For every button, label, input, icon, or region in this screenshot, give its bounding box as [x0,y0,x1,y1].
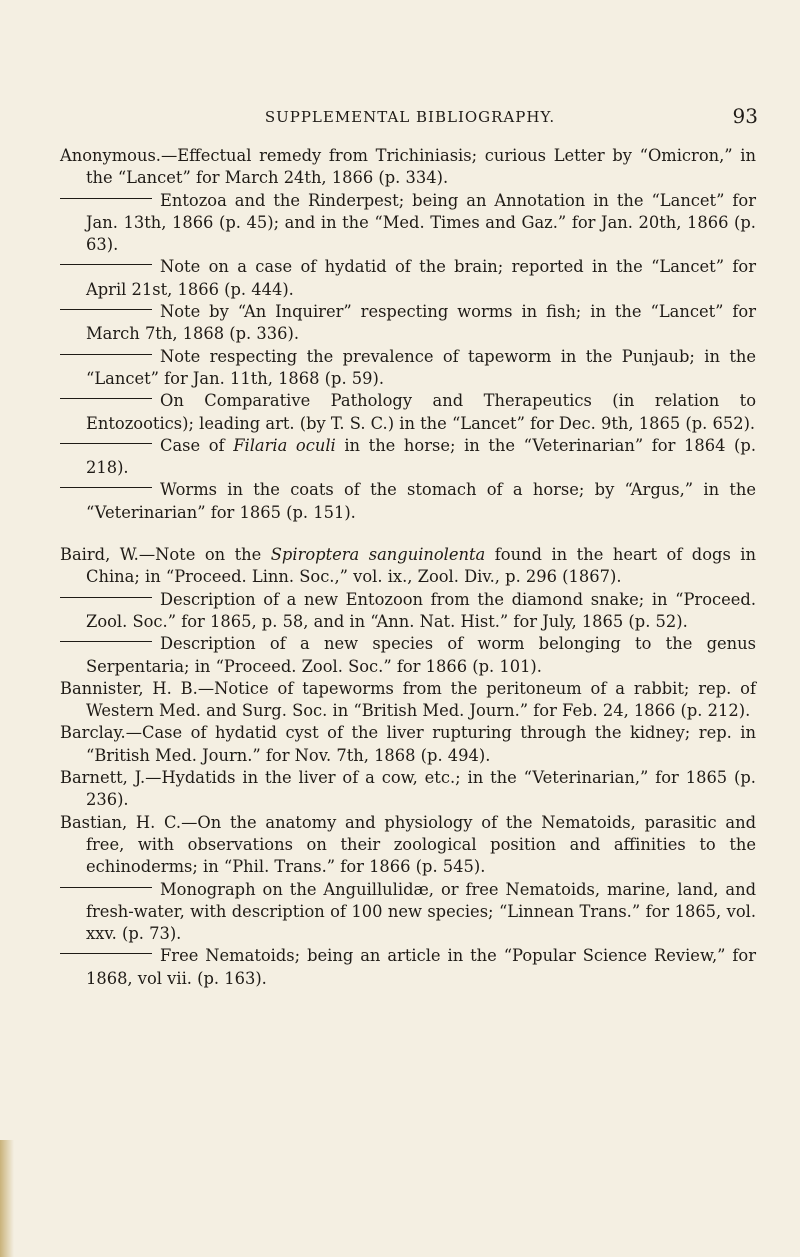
ditto-rule [60,887,152,888]
entry-author: Barnett, J. [60,768,146,788]
ditto-rule [60,198,152,199]
entry-text: Free Nematoids; being an article in the “Popular Science Review,” for 1868, vol vii. (p. 163). [86,946,756,988]
entry-author: Bannister, H. B. [60,678,198,698]
entry-comparative-pathology [60,390,756,435]
entry-hydatid-brain [60,256,756,301]
entry-tapeworm-punjaub [60,346,756,391]
entry-text-pre: —Note on the [138,545,271,565]
entry-anonymous-trichiniasis [60,145,756,190]
entry-worms-in-fish [60,301,756,346]
entry-bannister [60,678,756,723]
entry-text: Description of a new Entozoon from the diamond snake; in “Proceed. Zool. Soc.” for 1865, p. 58, and in “Ann. Nat. Hist.” for July, 1865 (p. 52). [86,589,756,631]
entry-text-pre: Case of [160,435,234,455]
entry-text: Worms in the coats of the stomach of a horse; by “Argus,” in the “Veterinarian” for 1865 (p. 151). [86,480,756,522]
entry-author: Barclay. [60,723,126,743]
entry-bastian-anguillulidae [60,879,756,946]
entry-baird-serpentaria [60,633,756,678]
ditto-rule [60,398,152,399]
entry-species-name: Spiroptera sanguinolenta [270,545,486,565]
entry-text: On Comparative Pathology and Therapeutics (in relation to Entozootics); leading art. (by T. S. C.) in the “Lancet” for Dec. 9th, 1865 (p. 652). [86,391,756,433]
entry-text: Monograph on the Anguillulidæ, or free Nematoids, marine, land, and fresh-water, with description of 100 new species; “Linnean Trans.” for 1865, vol. xxv. (p. 73). [86,879,756,944]
entry-bastian-nematoids [60,812,756,879]
entry-text: Description of a new species of worm belonging to the genus Serpentaria; in “Proceed. Zool. Soc.” for 1866 (p. 101). [86,634,756,676]
bibliography-list [60,145,756,990]
entry-barclay [60,722,756,767]
entry-text: Entozoa and the Rinderpest; being an Annotation in the “Lancet” for Jan. 13th, 1866 (p. 45); and in the “Med. Times and Gaz.” for Jan. 20th, 1866 (p. 63). [86,190,756,255]
ditto-rule [60,953,152,954]
entry-worms-horse-stomach [60,479,756,524]
ditto-rule [60,443,152,444]
entry-text: Note on a case of hydatid of the brain; reported in the “Lancet” for April 21st, 1866 (p. 444). [86,257,756,299]
entry-author: Bastian, H. C. [60,812,182,832]
entry-barnett [60,767,756,812]
entry-baird-diamond-snake [60,589,756,634]
entry-author: Anonymous. [60,146,161,165]
entry-text: —Notice of tapeworms from the peritoneum of a rabbit; rep. of Western Med. and Surg. Soc. in “British Med. Journ.” for Feb. 24, 1866 (p. 212). [86,678,756,721]
entry-author: Baird, W. [60,545,139,565]
entry-text: Note respecting the prevalence of tapeworm in the Punjaub; in the “Lancet” for Jan. 11th, 1868 (p. 59). [86,346,756,388]
page-number: 93 [732,104,758,128]
entry-bastian-free-nematoids [60,945,756,990]
entry-text-post: found in the heart of dogs in China; in “Proceed. Linn. Soc.,” vol. ix., Zool. Div., p. 296 (1867). [86,545,756,587]
ditto-rule [60,264,152,265]
entry-text: Note by “An Inquirer” respecting worms in fish; in the “Lancet” for March 7th, 1868 (p. 336). [86,302,756,344]
entry-text: —Effectual remedy from Trichiniasis; curious Letter by “Omicron,” in the “Lancet” for March 24th, 1866 (p. 334). [86,146,756,188]
entry-baird-spiroptera [60,544,756,589]
ditto-rule [60,354,152,355]
entry-entozoa-rinderpest [60,190,756,257]
ditto-rule [60,487,152,488]
entry-text: —Case of hydatid cyst of the liver rupturing through the kidney; rep. in “British Med. Journ.” for Nov. 7th, 1868 (p. 494). [86,723,756,765]
page-header [60,104,760,132]
page-edge-stain [0,1140,14,1257]
running-head: SUPPLEMENTAL BIBLIOGRAPHY. [264,108,556,126]
entry-text-post: in the horse; in the “Veterinarian” for 1864 (p. 218). [86,435,756,478]
entry-species-name: Filaria oculi [233,435,336,455]
entry-text: —On the anatomy and physiology of the Nematoids, parasitic and free, with observations on their zoological position and affinities to the echinoderms; in “Phil. Trans.” for 1866 (p. 545). [86,812,757,877]
ditto-rule [60,641,152,642]
ditto-rule [60,309,152,310]
entry-text: —Hydatids in the liver of a cow, etc.; in the “Veterinarian,” for 1865 (p. 236). [86,768,756,810]
ditto-rule [60,597,152,598]
entry-filaria-oculi [60,435,756,480]
